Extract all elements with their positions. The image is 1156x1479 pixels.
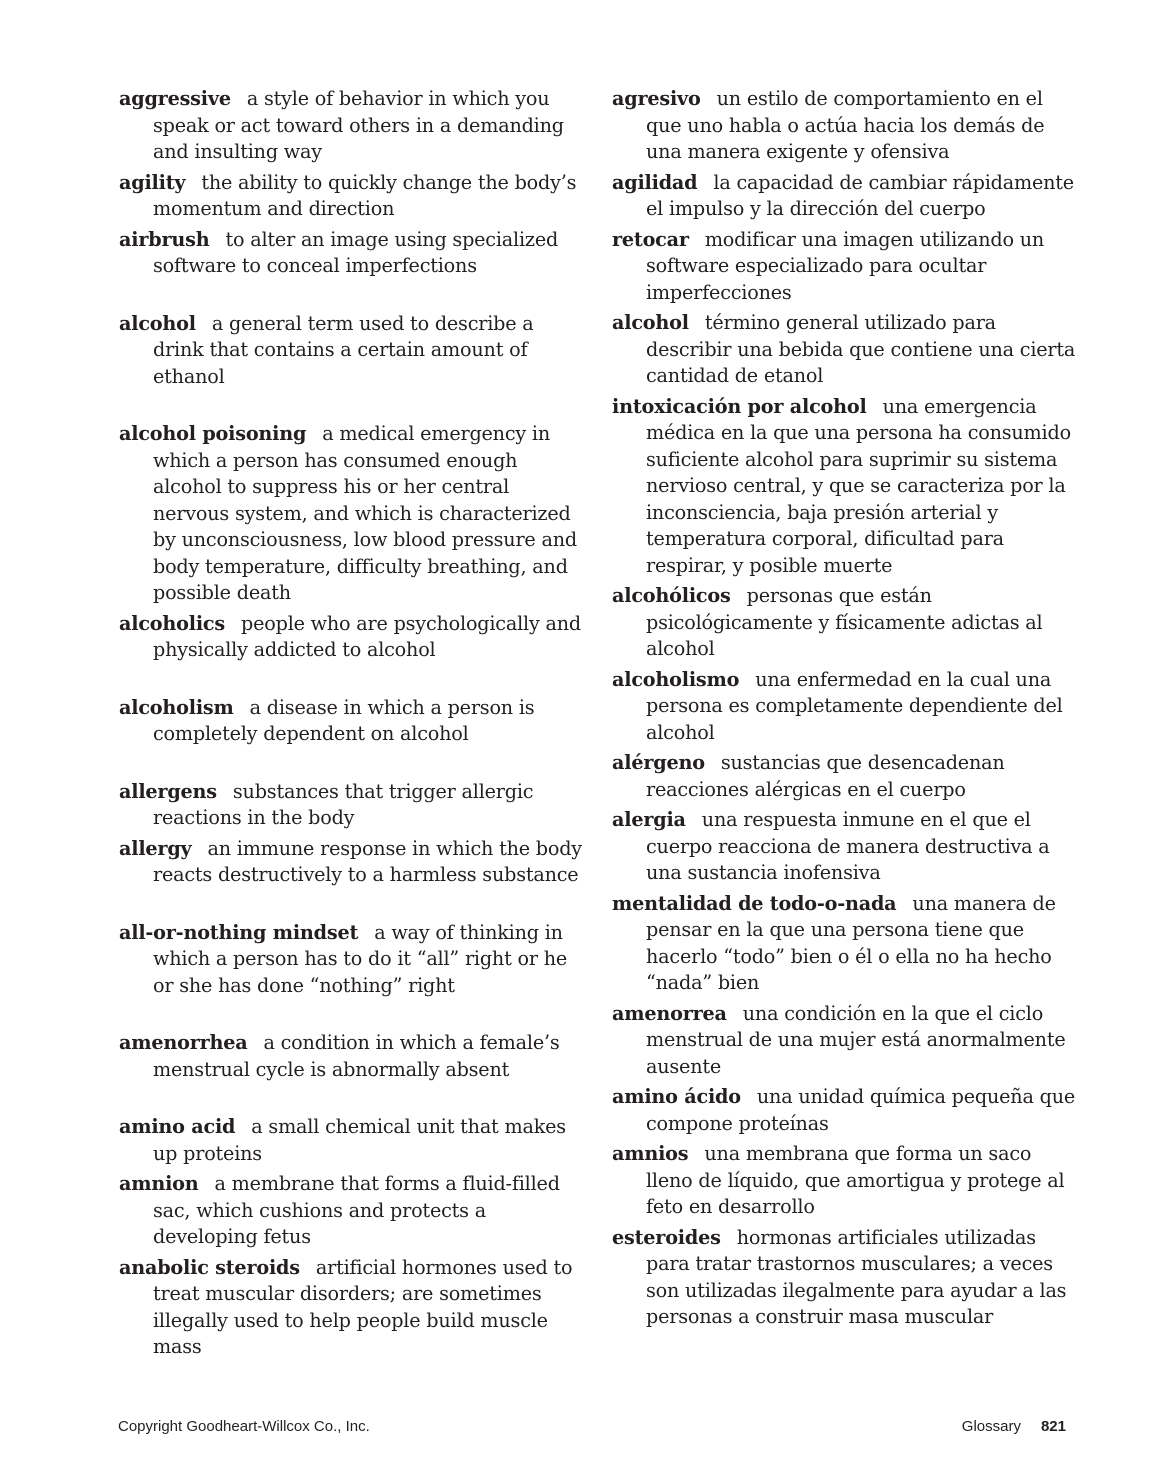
entry-definition: la capacidad de cambiar rápidamente el impulso y la dirección del cuerpo: [646, 170, 1074, 220]
glossary-entry: [119, 227, 589, 280]
entry-term: allergens: [119, 779, 217, 803]
entry-term: retocar: [612, 227, 689, 251]
entry-definition: the ability to quickly change the body’s momentum and direction: [153, 170, 577, 220]
entry-term: amenorrhea: [119, 1031, 248, 1054]
glossary-entry: [612, 227, 1082, 307]
entry-definition: una respuesta inmune en el que el cuerpo reacciona de manera destructiva a una sustancia inofensiva: [646, 808, 1050, 884]
entry-definition: término general utilizado para describir una bebida que contiene una cierta cantidad de etanol: [646, 311, 1076, 387]
glossary-entry: [612, 86, 1082, 166]
entry-term: alcohólicos: [612, 584, 731, 607]
entry-term: amino acid: [119, 1115, 236, 1138]
entry-term: agilidad: [612, 170, 698, 194]
entry-term: alcoholics: [119, 611, 226, 635]
entry-definition: una unidad química pequeña que compone proteínas: [646, 1085, 1076, 1135]
entry-definition: to alter an image using specialized software to conceal imperfections: [153, 227, 559, 277]
glossary-entry: [119, 421, 589, 607]
entry-definition: a condition in which a female’s menstrual cycle is abnormally absent: [153, 1031, 560, 1081]
entry-definition: hormonas artificiales utilizadas para tratar trastornos musculares; a veces son utilizadas ilegalmente para ayudar a las personas a construir masa muscular: [646, 1225, 1067, 1328]
glossary-entry: [612, 807, 1082, 887]
entry-term: alérgeno: [612, 751, 705, 774]
glossary-entry: [612, 1141, 1082, 1221]
entry-definition: a disease in which a person is completely dependent on alcohol: [153, 695, 535, 745]
glossary-entry: [612, 170, 1082, 223]
entry-definition: a way of thinking in which a person has to do it “all” right or he or she has done “nothing” right: [153, 920, 568, 997]
entry-definition: una enfermedad en la cual una persona es completamente dependiente del alcohol: [646, 667, 1063, 744]
glossary-entry: [119, 311, 589, 391]
glossary-entry: [119, 1171, 589, 1251]
entry-term: alcoholismo: [612, 667, 740, 691]
entry-definition: artificial hormones used to treat muscular disorders; are sometimes illegally used to help people build muscle mass: [153, 1255, 573, 1358]
entry-term: all-or-nothing mindset: [119, 920, 359, 944]
entry-term: amnios: [612, 1142, 689, 1165]
entry-definition: a small chemical unit that makes up proteins: [153, 1115, 566, 1165]
glossary-entry: [119, 1114, 589, 1167]
glossary-entry: [119, 779, 589, 832]
entry-term: agresivo: [612, 87, 701, 110]
entry-term: allergy: [119, 836, 192, 860]
glossary-entry: [119, 1255, 589, 1361]
copyright-notice: Copyright Goodheart-Willcox Co., Inc.: [118, 1418, 370, 1435]
glossary-entry: [612, 394, 1082, 580]
glossary-entry: [612, 667, 1082, 747]
page-footer-right: [962, 1418, 1066, 1435]
entry-definition: una membrana que forma un saco lleno de líquido, que amortigua y protege al feto en desarrollo: [646, 1142, 1065, 1218]
entry-term: amnion: [119, 1172, 199, 1195]
glossary-entry: [612, 1001, 1082, 1081]
glossary-entry: [612, 750, 1082, 803]
entry-term: anabolic steroids: [119, 1255, 300, 1279]
glossary-entry: [612, 583, 1082, 663]
entry-definition: sustancias que desencadenan reacciones alérgicas en el cuerpo: [646, 751, 1005, 801]
entry-definition: una condición en la que el ciclo menstrual de una mujer está anormalmente ausente: [646, 1001, 1066, 1078]
entry-definition: una emergencia médica en la que una persona ha consumido suficiente alcohol para suprimir su sistema nervioso central, y que se caracteriza por la inconsciencia, baja presión arterial y temperatura corporal, dificultad para respirar, y posible muerte: [646, 394, 1071, 577]
entry-term: alcohol: [612, 311, 689, 334]
entry-term: esteroides: [612, 1225, 721, 1249]
entry-term: alcoholism: [119, 695, 234, 719]
entry-definition: a style of behavior in which you speak or act toward others in a demanding and insulting way: [153, 87, 564, 163]
entry-term: amino ácido: [612, 1085, 741, 1108]
entry-definition: a medical emergency in which a person has consumed enough alcohol to suppress his or her central nervous system, and which is characterized by unconsciousness, low blood pressure and body temperature, difficulty breathing, and possible death: [153, 422, 577, 604]
entry-term: intoxicación por alcohol: [612, 394, 867, 418]
glossary-entry: [119, 170, 589, 223]
english-glossary-column: [119, 86, 589, 1361]
page-number: 821: [1040, 1418, 1066, 1435]
glossary-entry: [612, 310, 1082, 390]
glossary-entry: [119, 695, 589, 748]
entry-term: aggressive: [119, 87, 231, 110]
entry-term: airbrush: [119, 227, 210, 251]
entry-definition: un estilo de comportamiento en el que uno habla o actúa hacia los demás de una manera exigente y ofensiva: [646, 87, 1045, 163]
entry-term: alcohol poisoning: [119, 422, 307, 445]
entry-term: agility: [119, 170, 186, 194]
glossary-entry: [119, 611, 589, 664]
entry-definition: substances that trigger allergic reactions in the body: [153, 779, 534, 829]
entry-term: mentalidad de todo-o-nada: [612, 891, 897, 915]
glossary-entry: [612, 1225, 1082, 1331]
entry-definition: a general term used to describe a drink that contains a certain amount of ethanol: [153, 311, 534, 388]
glossary-entry: [119, 1030, 589, 1083]
entry-definition: modificar una imagen utilizando un software especializado para ocultar imperfecciones: [646, 227, 1045, 304]
entry-definition: personas que están psicológicamente y físicamente adictas al alcohol: [646, 584, 1043, 660]
glossary-entry: [119, 920, 589, 1000]
glossary-entry: [119, 86, 589, 166]
entry-term: amenorrea: [612, 1001, 727, 1025]
glossary-entry: [119, 836, 589, 889]
entry-term: alcohol: [119, 311, 196, 335]
entry-term: alergia: [612, 808, 686, 831]
entry-definition: people who are psychologically and physically addicted to alcohol: [153, 611, 581, 661]
glossary-entry: [612, 1084, 1082, 1137]
glossary-entry: [612, 891, 1082, 997]
entry-definition: una manera de pensar en la que una persona tiene que hacerlo “todo” bien o él o ella no ha hecho “nada” bien: [646, 891, 1056, 994]
entry-definition: an immune response in which the body reacts destructively to a harmless substance: [153, 836, 582, 886]
section-label: Glossary: [961, 1418, 1021, 1435]
entry-definition: a membrane that forms a fluid-filled sac, which cushions and protects a developing fetus: [153, 1172, 560, 1248]
spanish-glossary-column: [612, 86, 1082, 1331]
